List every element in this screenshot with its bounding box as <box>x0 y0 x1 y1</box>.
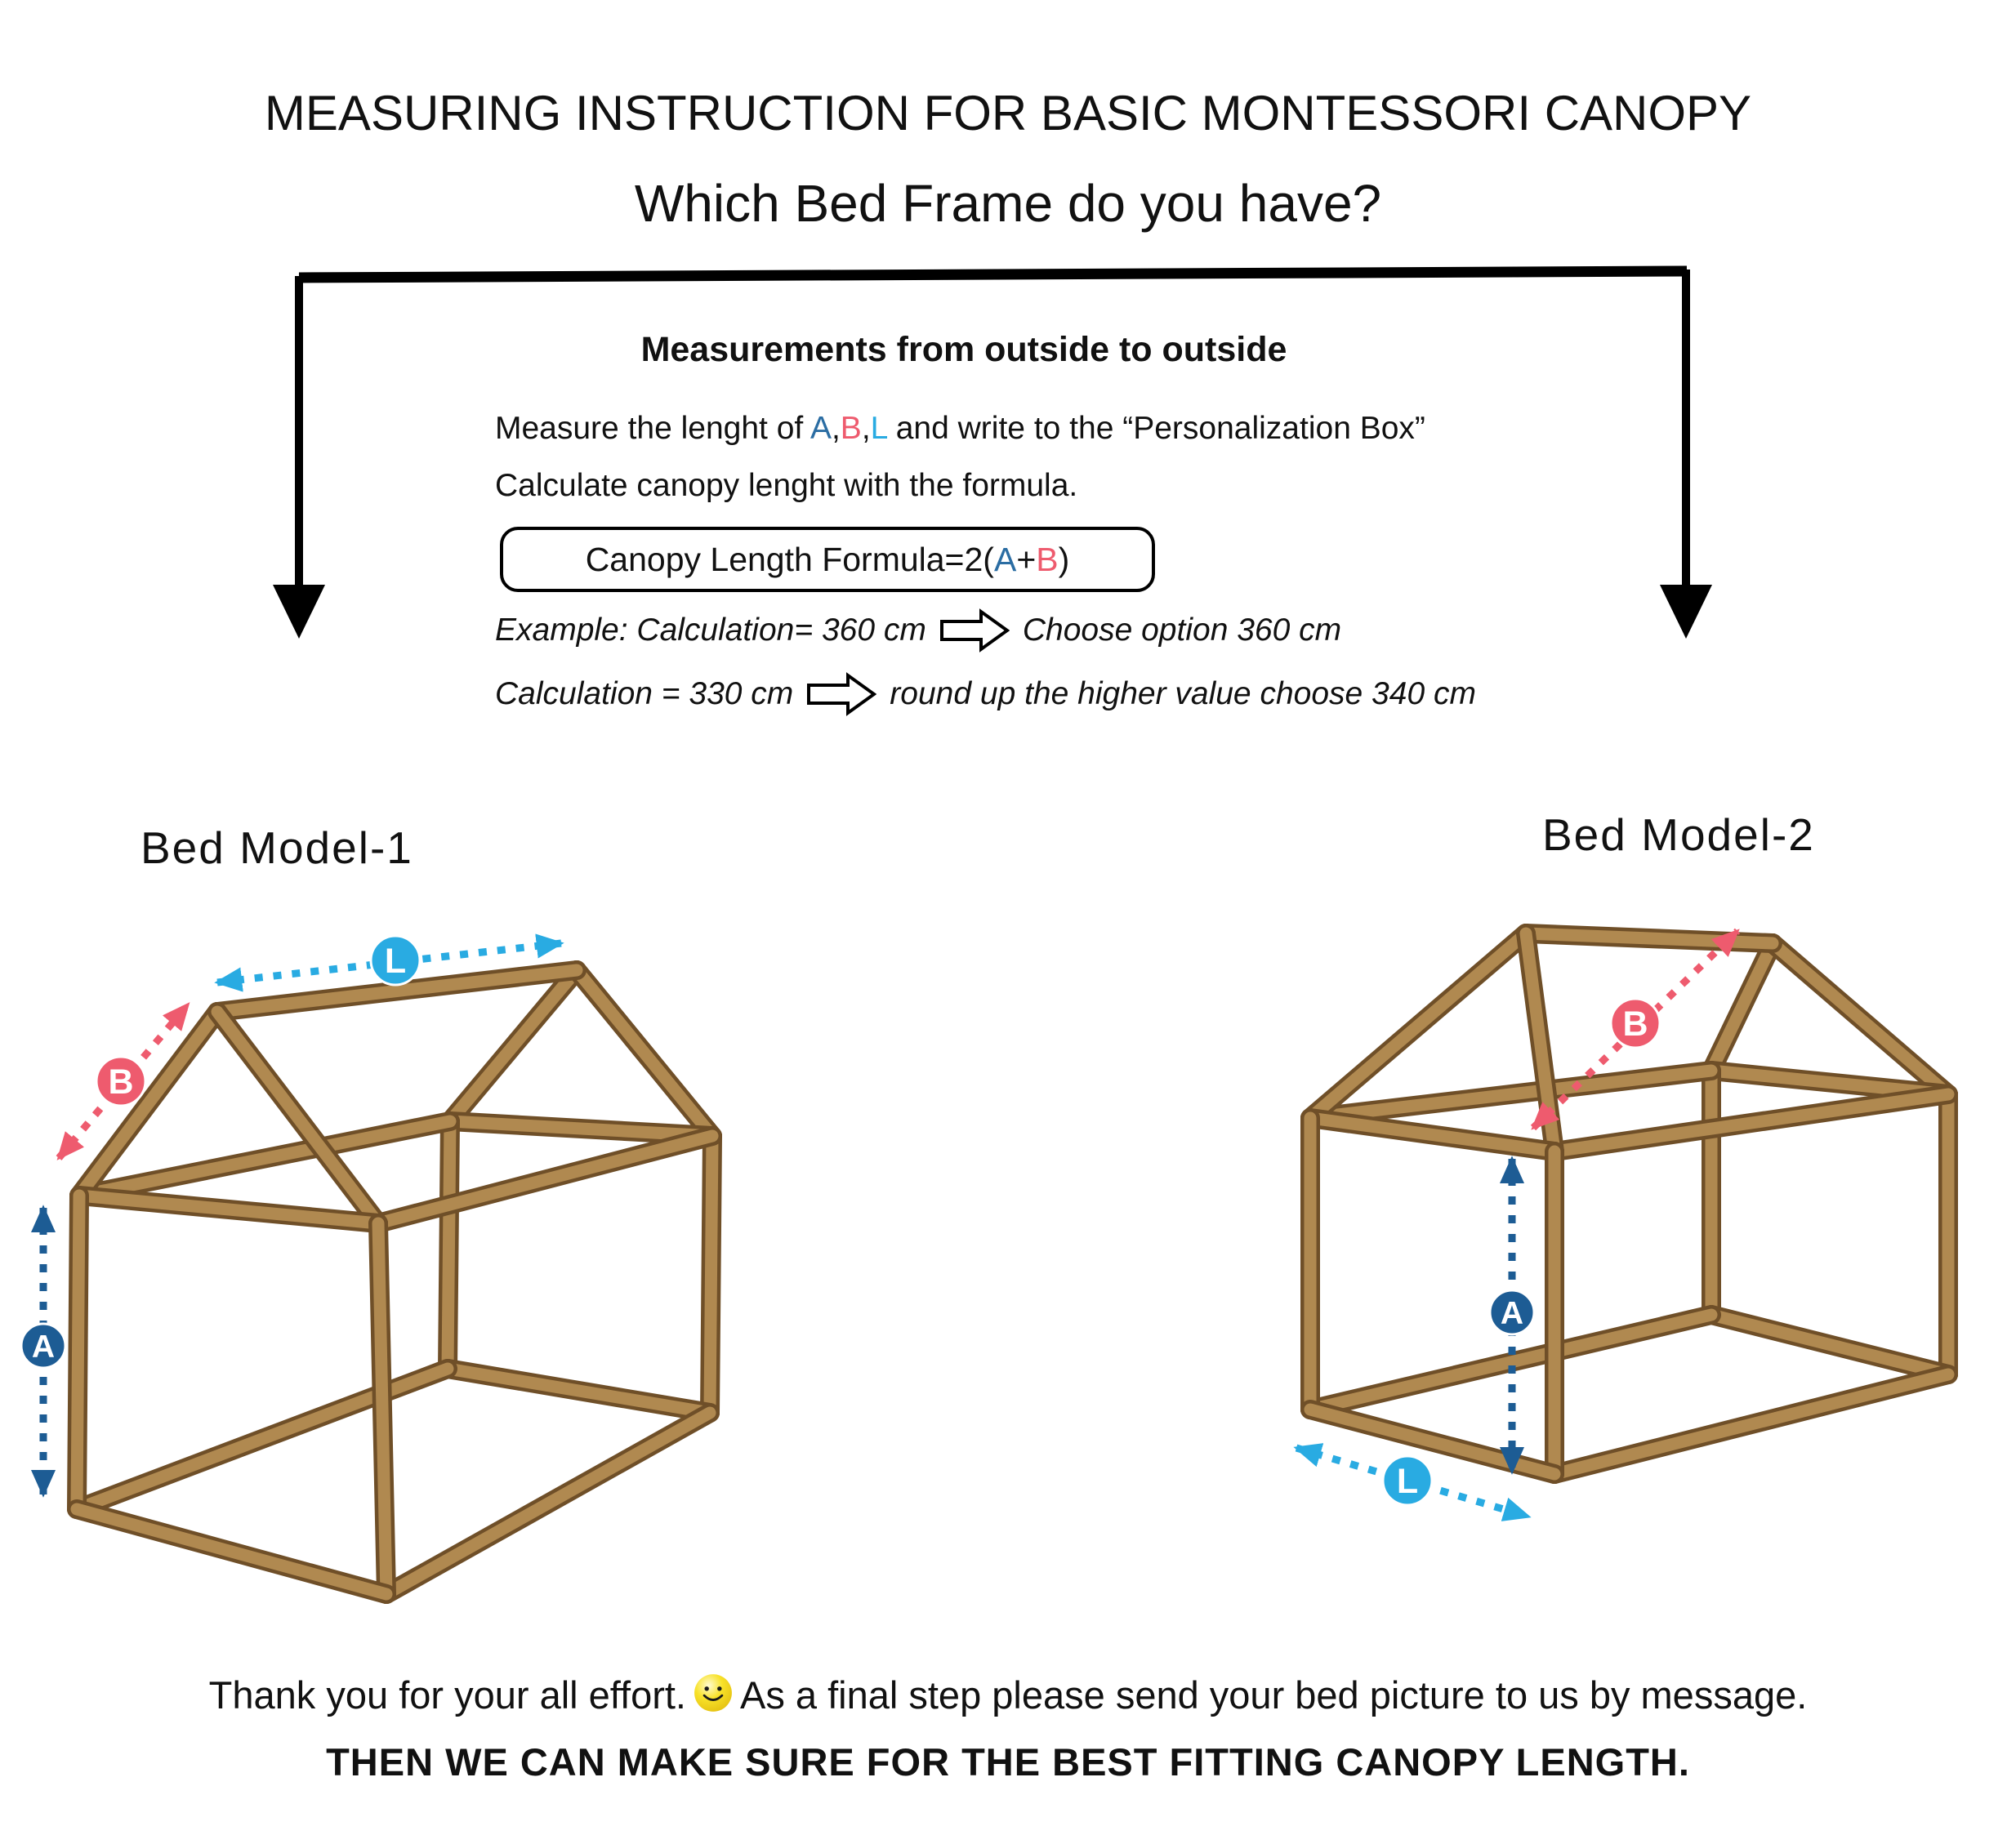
measure-prefix: Measure the lenght of <box>495 411 810 446</box>
formula-b: B <box>1036 540 1059 578</box>
example1-right: Choose option 360 cm <box>1022 612 1342 648</box>
l-badge-letter: L <box>384 942 407 981</box>
right-arrow-icon <box>939 608 1010 653</box>
bracket-top-line <box>299 271 1687 278</box>
bed-model-2-label: Bed Model-2 <box>1542 809 1815 860</box>
example-line-1 <box>495 608 1341 653</box>
flow-bracket <box>245 245 1740 653</box>
calculate-line: Calculate canopy lenght with the formula. <box>495 468 1078 503</box>
letter-b: B <box>840 411 862 446</box>
footer-thank-you-line <box>0 1669 2016 1718</box>
bed-model-1-label: Bed Model-1 <box>140 822 413 873</box>
a-badge-letter: A <box>31 1330 56 1365</box>
example2-left: Calculation = 330 cm <box>495 676 794 711</box>
measure-line: Measure the lenght of A,B,L and write to the “Personalization Box” <box>495 411 1425 446</box>
smiley-icon <box>693 1673 734 1713</box>
example2-right: round up the higher value choose 340 cm <box>890 676 1476 711</box>
letter-a: A <box>810 411 832 446</box>
page-title: MEASURING INSTRUCTION FOR BASIC MONTESSORI CANOPY <box>264 86 1752 140</box>
formula-a: A <box>993 540 1017 578</box>
formula-box: Canopy Length Formula=2( A + B ) <box>500 527 1155 592</box>
a-badge-letter: A <box>1500 1296 1524 1331</box>
b-badge-letter: B <box>108 1062 134 1102</box>
example-line-2 <box>495 671 1476 717</box>
measurements-heading: Measurements from outside to outside <box>640 330 1287 369</box>
footer-bold-line: THEN WE CAN MAKE SURE FOR THE BEST FITTING CANOPY LENGTH. <box>326 1740 1690 1784</box>
example1-left: Example: Calculation= 360 cm <box>495 612 926 648</box>
bed-model-1-diagram <box>8 931 735 1621</box>
b-badge-letter: B <box>1622 1004 1648 1044</box>
formula-prefix: Canopy Length Formula=2( <box>585 540 994 578</box>
down-arrow-icon <box>1660 585 1712 639</box>
footer-text-after-emoji: As a final step please send your bed picture to us by message. <box>739 1673 1808 1717</box>
bed-model-2-diagram <box>1274 890 2009 1617</box>
letter-l: L <box>870 411 887 446</box>
measure-suffix: and write to the “Personalization Box” <box>886 411 1425 446</box>
bed-frame-beams <box>77 970 712 1594</box>
footer-text-before-emoji: Thank you for your all effort. <box>208 1673 686 1717</box>
down-arrow-icon <box>273 585 325 639</box>
page-subtitle: Which Bed Frame do you have? <box>634 174 1382 233</box>
right-arrow-icon <box>806 671 876 717</box>
l-badge-letter: L <box>1396 1462 1419 1501</box>
